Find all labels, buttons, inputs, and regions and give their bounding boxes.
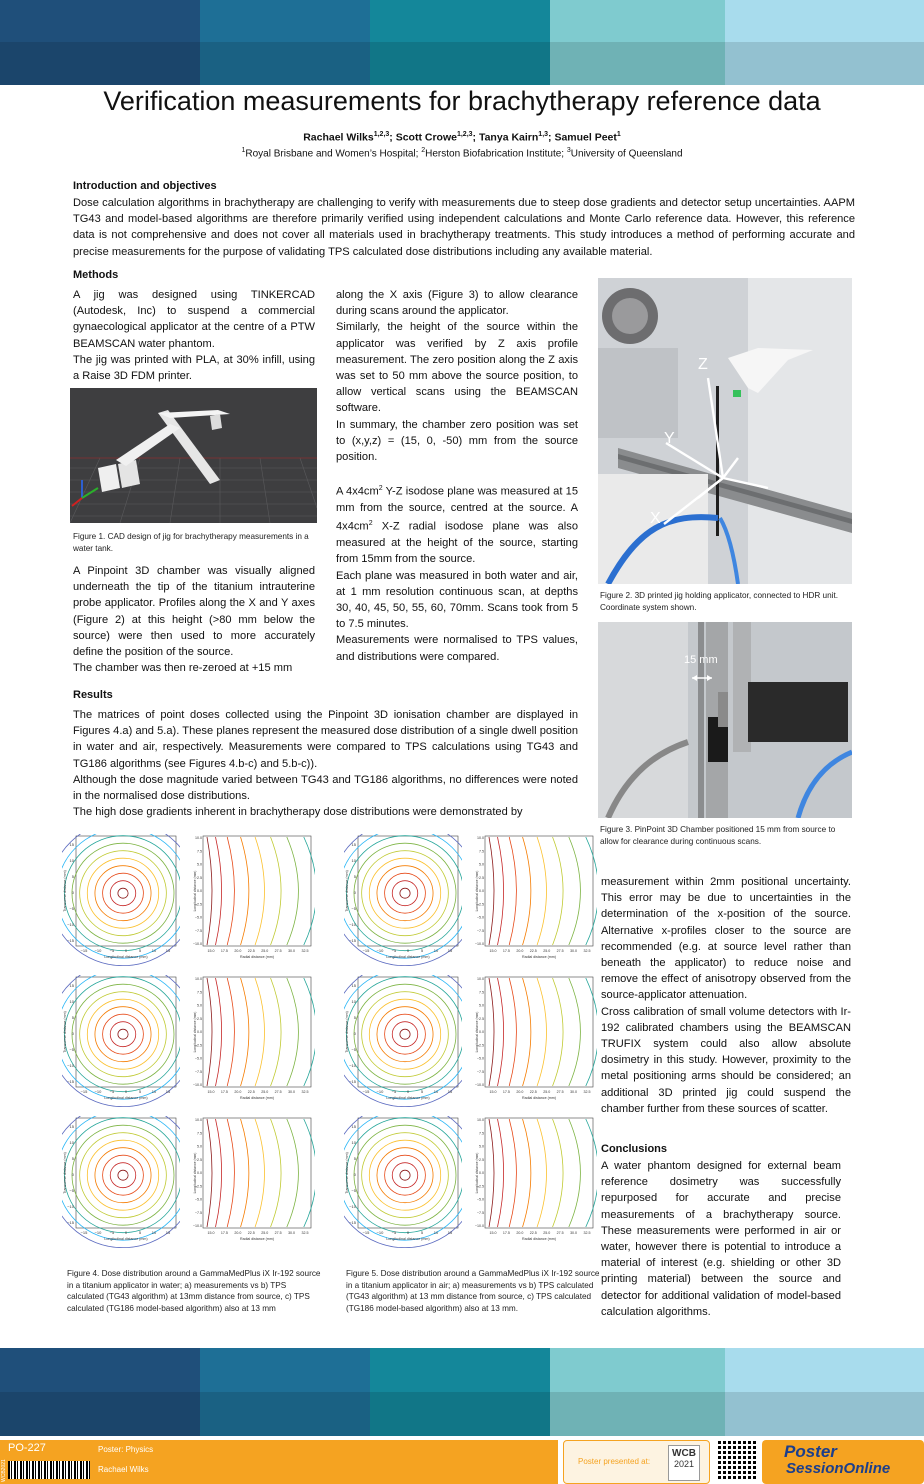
y-axis-label: Transverse distance (mm) [345,1152,349,1194]
x-tick-label: 17.5 [502,949,510,953]
x-tick-label: 17.5 [502,1090,510,1094]
y-axis-label: Longitudinal distance (mm) [475,1011,479,1053]
y-tick-label: −15 [349,1079,356,1084]
x-tick-label: 22.5 [247,1090,255,1094]
x-tick-label: −15 [362,1230,370,1235]
x-tick-label: −5 [109,1230,115,1235]
x-tick-label: 0 [406,1230,410,1235]
brand-line-1: Poster [784,1442,837,1461]
x-tick-label: 22.5 [247,1231,255,1235]
y-tick-label: −15 [349,1220,356,1225]
y-tick-label: −7.5 [476,1069,484,1074]
y-tick-label: 7.5 [197,990,202,995]
x-tick-label: 30.0 [570,1231,578,1235]
figure-1-cad-image [70,388,317,523]
y-tick-label: 5.0 [479,862,484,867]
x-tick-label: −5 [391,1230,397,1235]
x-tick-label: 20.0 [234,1090,242,1094]
radial-isodose-plot [193,834,315,966]
x-tick-label: −15 [80,948,88,953]
y-tick-label: −10 [67,922,74,927]
x-tick-label: 22.5 [529,1090,537,1094]
plot-frame [203,1118,311,1228]
x-tick-label: 25.0 [261,1090,269,1094]
x-axis-label: Radial distance (mm) [522,1096,556,1100]
x-tick-label: −5 [109,1089,115,1094]
y-tick-label: 15 [69,983,74,988]
y-tick-label: −2.5 [194,902,202,907]
x-tick-label: 17.5 [220,949,228,953]
x-tick-label: 15 [447,1089,453,1094]
y-axis-label: Transverse distance (mm) [345,1011,349,1053]
y-tick-label: −5.0 [476,1056,484,1061]
x-axis-label: Longitudinal distance (mm) [386,1237,430,1241]
plot-frame [358,836,458,946]
x-axis-label: Radial distance (mm) [240,955,274,959]
y-tick-label: −15 [67,938,74,943]
results-heading: Results [73,689,113,701]
x-axis-label: Longitudinal distance (mm) [104,1096,148,1100]
plot-frame [485,836,593,946]
methods-col2: along the X axis (Figure 3) to allow clearance during scans around the applicator. Similarly, the height of the source within the applicator was verified by Z axis profile measurement. The zero position along the Z axis was set to 50 mm above the source position, to allow vertical scans using the BEAMSCAN software. In summary, the chamber zero position was set to (x,y,z) = (15, 0, -50) mm from the source position. A $4x4cm^2$ Y-Z isodose plane was measured at 15 mm from the source, centred at the source. A $4x4cm^2$ X-Z radial isodose plane was also measured at the height of the source, starting from 15mm from the source. Each plane was measured in both water and air, at 1 mm resolution continuous scan, at depths 30, 40, 45, 50, 55, 60, 70mm. Scans took from 5 to 7.5 minutes. Measurements were normalised to TPS values, and distributions were compared. [336,289,579,663]
y-tick-label: 15 [351,842,356,847]
y-tick-label: 0 [353,1172,356,1177]
x-axis-label: Longitudinal distance (mm) [386,1096,430,1100]
y-tick-label: −10 [67,1063,74,1068]
x-tick-label: 10 [433,1089,439,1094]
clearance-label: 15 mm [684,654,718,666]
x-tick-label: 20.0 [516,949,524,953]
x-tick-label: 25.0 [543,1231,551,1235]
x-tick-label: 27.5 [274,1231,282,1235]
x-tick-label: 0 [124,1089,128,1094]
x-tick-label: 25.0 [261,949,269,953]
x-tick-label: 15 [447,948,453,953]
y-tick-label: −7.5 [476,928,484,933]
y-tick-label: −15 [67,1079,74,1084]
y-tick-label: −5.0 [194,1056,202,1061]
footer-band [0,1348,924,1436]
y-tick-label: 10 [351,858,356,863]
y-tick-label: −10 [349,1204,356,1209]
x-tick-label: 20.0 [234,949,242,953]
y-tick-label: 0.0 [197,1030,202,1034]
x-tick-label: 30.0 [288,949,296,953]
y-tick-label: −10 [67,1204,74,1209]
x-tick-label: 17.5 [502,1231,510,1235]
y-tick-label: 15 [69,842,74,847]
x-tick-label: 17.5 [220,1090,228,1094]
brand-box [762,1440,924,1484]
x-tick-label: 22.5 [247,949,255,953]
radial-isodose-plot [475,975,597,1107]
y-tick-label: −5 [351,906,356,911]
x-tick-label: −5 [391,1089,397,1094]
x-tick-label: 25.0 [261,1231,269,1235]
y-tick-label: 7.5 [197,1131,202,1136]
plot-frame [358,977,458,1087]
y-tick-label: 0.0 [479,1171,484,1175]
axis-label-x: X [650,510,661,527]
y-tick-label: 2.5 [479,875,484,880]
presented-at-box [563,1440,710,1484]
x-tick-label: 15.0 [489,1231,497,1235]
x-tick-label: 15 [165,948,171,953]
y-tick-label: −7.5 [194,1069,202,1074]
y-tick-label: −10.0 [475,942,484,946]
x-tick-label: 32.5 [583,1090,591,1094]
figure-2-photo [598,278,852,584]
x-tick-label: 5 [420,1230,424,1235]
x-tick-label: 5 [420,948,424,953]
y-tick-label: −5.0 [476,915,484,920]
x-tick-label: 15.0 [207,1231,215,1235]
poster-id: PO-227 [8,1442,46,1454]
affiliations: $^1$Royal Brisbane and Women’s Hospital; $^2$Herston Biofabrication Institute; $^3$University of Queensland [241,147,683,160]
y-tick-label: 10.0 [195,977,202,981]
y-tick-label: −2.5 [476,902,484,907]
y-tick-label: −10.0 [193,1224,202,1228]
x-tick-label: 22.5 [529,1231,537,1235]
y-axis-label: Transverse distance (mm) [63,1011,67,1053]
side-label: WCB2021 [1,1459,7,1482]
author-list: Rachael Wilks$^{1,2,3}$; Scott Crowe$^{1,2,3}$; Tanya Kairn$^{1,3}$; Samuel Peet$^1$ [303,131,621,144]
y-tick-label: 0 [353,890,356,895]
x-tick-label: 30.0 [288,1231,296,1235]
x-tick-label: 10 [151,948,157,953]
y-tick-label: 10 [351,1140,356,1145]
conclusions-text: A water phantom designed for external beam reference dosimetry was successfully repurposed for accurate and precise measurements of a brachytherapy source. These measurements were performed in air or water, however there is potential to introduce a material of interest (e.g. shielding or other 3D printing material) between the source and detector for additional validation of model-based calculation algorithms. [601,1160,841,1318]
x-tick-label: 32.5 [583,1231,591,1235]
barcode-icon [8,1461,90,1479]
x-tick-label: 32.5 [301,1090,309,1094]
y-axis-label: Transverse distance (mm) [63,870,67,912]
presenter-name: Rachael Wilks [98,1465,149,1474]
y-tick-label: 10.0 [195,1118,202,1122]
y-tick-label: −15 [349,938,356,943]
y-tick-label: 10 [351,999,356,1004]
y-tick-label: −2.5 [476,1184,484,1189]
plot-frame [203,977,311,1087]
header-band [0,0,924,85]
y-tick-label: −5.0 [476,1197,484,1202]
conference-logo: WCB 2021 [668,1445,700,1481]
methods-heading: Methods [73,269,119,281]
x-axis-label: Radial distance (mm) [522,955,556,959]
y-tick-label: −7.5 [194,1210,202,1215]
y-tick-label: 7.5 [479,1131,484,1136]
y-tick-label: 0.0 [197,889,202,893]
axis-label-y: Y [664,430,675,447]
x-tick-label: 15.0 [489,1090,497,1094]
x-tick-label: 5 [138,948,142,953]
x-axis-label: Radial distance (mm) [522,1237,556,1241]
y-tick-label: −10.0 [193,942,202,946]
y-axis-label: Transverse distance (mm) [345,870,349,912]
x-tick-label: 30.0 [288,1090,296,1094]
results-text: The matrices of point doses collected using the Pinpoint 3D ionisation chamber are displayed in Figures 4.a) and 5.a). These planes represent the measured dose distribution of a single dwell position in water and air, respectively. Measurements were compared to TPS calculations using TG43 and TG186 algorithms (see Figures 4.b-c) and 5.b-c)). Although the dose magnitude varied between TG43 and TG186 algorithms, no differences were noted in the normalised dose distributions. The high dose gradients inherent in brachytherapy dose distributions were demonstrated by [73,709,578,819]
y-tick-label: −2.5 [194,1043,202,1048]
plot-frame [358,1118,458,1228]
y-axis-label: Longitudinal distance (mm) [475,870,479,912]
figure-2-caption: Figure 2. 3D printed jig holding applicator, connected to HDR unit. Coordinate system shown. [600,591,839,612]
x-axis-label: Longitudinal distance (mm) [104,955,148,959]
y-tick-label: 10.0 [477,1118,484,1122]
x-tick-label: 20.0 [516,1231,524,1235]
y-tick-label: 7.5 [479,990,484,995]
x-axis-label: Radial distance (mm) [240,1237,274,1241]
x-tick-label: 5 [420,1089,424,1094]
radial-isodose-plot [475,834,597,966]
x-tick-label: 15.0 [207,1090,215,1094]
x-tick-label: 20.0 [234,1231,242,1235]
x-tick-label: −10 [376,1089,384,1094]
y-tick-label: 0.0 [479,889,484,893]
y-tick-label: 5.0 [479,1003,484,1008]
y-tick-label: −5 [351,1188,356,1193]
y-tick-label: −10 [349,1063,356,1068]
presented-at-label: Poster presented at: [578,1457,651,1466]
x-tick-label: 27.5 [556,949,564,953]
x-tick-label: 15 [165,1089,171,1094]
y-axis-label: Longitudinal distance (mm) [193,1011,197,1053]
x-tick-label: 25.0 [543,1090,551,1094]
intro-heading: Introduction and objectives [73,180,217,192]
y-tick-label: 5.0 [197,862,202,867]
y-tick-label: 5.0 [197,1144,202,1149]
y-tick-label: 10.0 [195,836,202,840]
x-tick-label: 27.5 [274,1090,282,1094]
radial-isodose-plot [193,975,315,1107]
y-tick-label: −5.0 [194,915,202,920]
x-tick-label: 32.5 [583,949,591,953]
poster-title: Verification measurements for brachytherapy reference data [103,86,821,116]
x-tick-label: 22.5 [529,949,537,953]
plot-frame [76,977,176,1087]
transverse-isodose-plot [62,834,180,966]
radial-isodose-plot [475,1116,597,1248]
transverse-isodose-plot [62,975,180,1107]
y-tick-label: −10.0 [475,1083,484,1087]
x-tick-label: −5 [391,948,397,953]
y-tick-label: 7.5 [479,849,484,854]
y-tick-label: −7.5 [476,1210,484,1215]
x-tick-label: 0 [124,1230,128,1235]
plot-frame [485,1118,593,1228]
x-tick-label: 15.0 [489,949,497,953]
conclusions-heading: Conclusions [601,1143,668,1155]
x-tick-label: 27.5 [556,1231,564,1235]
radial-isodose-plot [193,1116,315,1248]
y-tick-label: 2.5 [197,875,202,880]
x-tick-label: −15 [80,1089,88,1094]
y-tick-label: 0 [71,1031,74,1036]
figure-4-caption: Figure 4. Dose distribution around a GammaMedPlus iX Ir-192 source in a titanium applicator in water; a) measurements vs b) TPS calculated (TG43 algorithm) at 13mm distance from source, c) TPS calculated (TG186 model-based algorithm) also at 13 mm [67,1269,321,1313]
plot-frame [76,836,176,946]
x-tick-label: 30.0 [570,1090,578,1094]
x-tick-label: 10 [151,1089,157,1094]
y-axis-label: Transverse distance (mm) [63,1152,67,1194]
figure-3-photo [598,622,852,818]
x-tick-label: 32.5 [301,949,309,953]
y-tick-label: 0.0 [197,1171,202,1175]
x-tick-label: 15 [447,1230,453,1235]
x-tick-label: 10 [433,948,439,953]
x-tick-label: −15 [362,1089,370,1094]
transverse-isodose-plot [62,1116,180,1248]
y-tick-label: −10.0 [475,1224,484,1228]
y-tick-label: −10 [349,922,356,927]
methods-col1-top: A jig was designed using TINKERCAD (Autodesk, Inc) to suspend a commercial gynaecological applicator at the centre of a PTW BEAMSCAN water phantom. The jig was printed with PLA, at 30% infill, using a Raise 3D FDM printer. [73,289,315,383]
x-tick-label: 10 [433,1230,439,1235]
transverse-isodose-plot [344,1116,462,1248]
x-tick-label: 17.5 [220,1231,228,1235]
plot-frame [485,977,593,1087]
x-tick-label: −15 [80,1230,88,1235]
methods-col1-bottom: A Pinpoint 3D chamber was visually aligned underneath the tip of the titanium intrauterine probe applicator. Profiles along the X and Y axes (Figure 2) at this height (>80 mm below the source) were then used to more accurately define the position of the source. The chamber was then re-zeroed at +15 mm [73,565,315,675]
y-tick-label: 0.0 [479,1030,484,1034]
y-tick-label: −5.0 [194,1197,202,1202]
x-tick-label: 32.5 [301,1231,309,1235]
y-tick-label: 5 [353,1156,356,1161]
y-tick-label: 10 [69,858,74,863]
intro-text: Dose calculation algorithms in brachytherapy are challenging to verify with measurements due to steep dose gradients and detector setup uncertainties. AAPM TG43 and model-based algorithms are therefore primarily verified using independent calculations and Monte Carlo reference data. However, this reference data is not comprehensive and does not cover all materials used in brachytherapy treatments. This study introduces a method of performing accurate and precise measurements for the purpose of validating TPS calculated dose distributions including any available material. [73,197,855,258]
x-tick-label: 27.5 [274,949,282,953]
x-tick-label: 15.0 [207,949,215,953]
y-tick-label: 2.5 [197,1016,202,1021]
y-tick-label: 7.5 [197,849,202,854]
y-tick-label: −7.5 [194,928,202,933]
plot-frame [203,836,311,946]
x-tick-label: 0 [406,948,410,953]
plot-frame [76,1118,176,1228]
x-tick-label: −10 [376,1230,384,1235]
y-tick-label: 0 [71,1172,74,1177]
x-tick-label: 20.0 [516,1090,524,1094]
x-tick-label: −10 [376,948,384,953]
transverse-isodose-plot [344,834,462,966]
x-axis-label: Longitudinal distance (mm) [386,955,430,959]
y-tick-label: 5 [71,1015,74,1020]
x-tick-label: 0 [406,1089,410,1094]
y-tick-label: 15 [69,1124,74,1129]
y-tick-label: 0 [71,890,74,895]
y-tick-label: 15 [351,983,356,988]
y-tick-label: −10.0 [193,1083,202,1087]
x-tick-label: 25.0 [543,949,551,953]
y-tick-label: 10.0 [477,836,484,840]
y-tick-label: −2.5 [194,1184,202,1189]
x-tick-label: 10 [151,1230,157,1235]
y-tick-label: 5.0 [197,1003,202,1008]
y-tick-label: 5 [71,874,74,879]
brand-line-2: SessionOnline [786,1460,891,1477]
y-tick-label: 10 [69,999,74,1004]
y-tick-label: 15 [351,1124,356,1129]
y-tick-label: 5.0 [479,1144,484,1149]
y-tick-label: 2.5 [479,1157,484,1162]
y-tick-label: 2.5 [197,1157,202,1162]
y-axis-label: Longitudinal distance (mm) [193,870,197,912]
transverse-isodose-plot [344,975,462,1107]
x-tick-label: 5 [138,1230,142,1235]
x-tick-label: −10 [94,1089,102,1094]
y-tick-label: 5 [353,1015,356,1020]
x-axis-label: Radial distance (mm) [240,1096,274,1100]
results-right-text: measurement within 2mm positional uncertainty. This error may be due to uncertainties in the determination of the x-position of the source. Alternative x-profiles closer to the source are recommended (e.g. at source level rather than beneath the applicator) to reduce noise and remove the effect of anisotropy observed from the source-applicator attenuation. Cross calibration of small volume detectors with Ir-192 calibrated chambers using the BEAMSCAN TRUFIX system could also allow absolute dosimetry in this study. However, proximity to the metal positioning arms should be considered; an additional 3D printed jig could suspend the chamber further from these sources of scatter. [601,876,851,1115]
y-tick-label: −15 [67,1220,74,1225]
figure-1-caption: Figure 1. CAD design of jig for brachytherapy measurements in a water tank. [73,532,309,553]
qr-code-icon[interactable] [718,1441,756,1479]
x-axis-label: Longitudinal distance (mm) [104,1237,148,1241]
y-tick-label: 0 [353,1031,356,1036]
x-tick-label: 15 [165,1230,171,1235]
y-tick-label: −5 [69,906,74,911]
y-tick-label: −5 [69,1188,74,1193]
y-tick-label: 2.5 [479,1016,484,1021]
figure-5-caption: Figure 5. Dose distribution around a GammaMedPlus iX Ir-192 source in a titanium applicator in air; a) measurements vs b) TPS calculated (TG43 algorithm) at 13 mm distance from source, c) TPS calculated (TG186 model-based algorithm) also at 13 mm. [346,1269,600,1313]
x-tick-label: 5 [138,1089,142,1094]
y-tick-label: −5 [69,1047,74,1052]
x-tick-label: 30.0 [570,949,578,953]
y-tick-label: 5 [71,1156,74,1161]
figure-3-caption: Figure 3. PinPoint 3D Chamber positioned 15 mm from source to allow for clearance during continuous scans. [600,825,836,846]
x-tick-label: 27.5 [556,1090,564,1094]
y-tick-label: 10.0 [477,977,484,981]
y-tick-label: −5 [351,1047,356,1052]
axis-label-z: Z [698,356,708,373]
y-axis-label: Longitudinal distance (mm) [193,1152,197,1194]
y-tick-label: −2.5 [476,1043,484,1048]
x-tick-label: −10 [94,948,102,953]
y-axis-label: Longitudinal distance (mm) [475,1152,479,1194]
x-tick-label: −10 [94,1230,102,1235]
poster-category: Poster: Physics [98,1445,154,1454]
x-tick-label: −15 [362,948,370,953]
x-tick-label: 0 [124,948,128,953]
y-tick-label: 5 [353,874,356,879]
y-tick-label: 10 [69,1140,74,1145]
x-tick-label: −5 [109,948,115,953]
